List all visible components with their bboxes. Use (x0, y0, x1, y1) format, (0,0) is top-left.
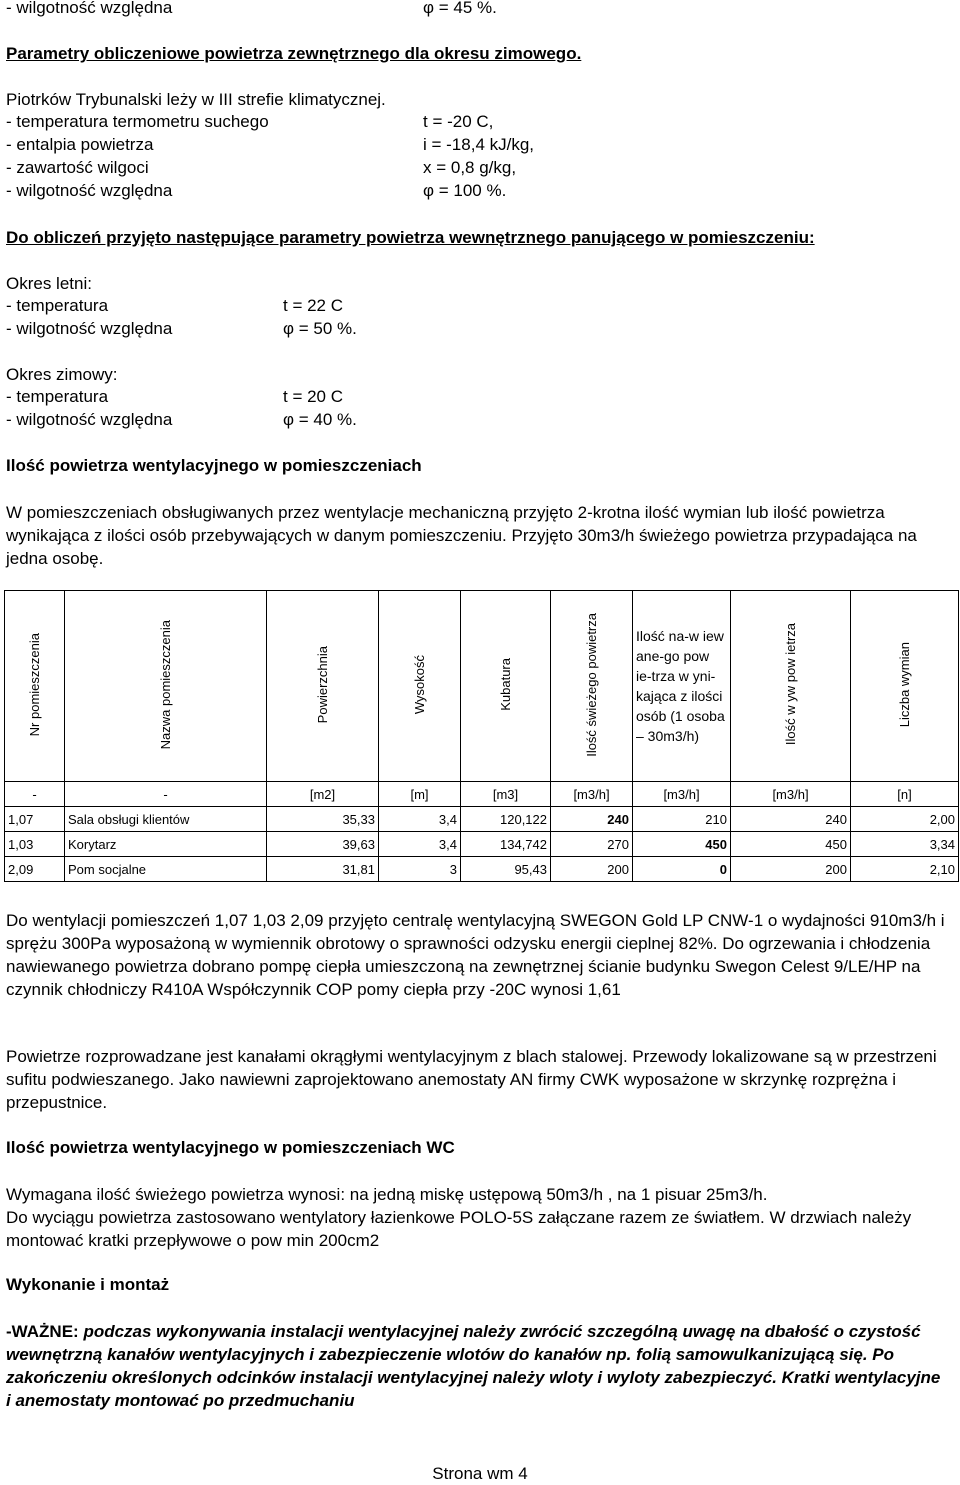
table-cell: 2,09 (5, 857, 65, 882)
param-value: x = 0,8 g/kg, (423, 158, 517, 177)
winter-title: Okres zimowy: (6, 365, 118, 384)
winter-outdoor-heading: Parametry obliczeniowe powietrza zewnętrznego dla okresu zimowego. (6, 44, 582, 63)
table-cell: Pom socjalne (65, 857, 267, 882)
param-label: - entalpia powietrza (6, 135, 154, 154)
table-cell: 210 (633, 807, 731, 832)
param-label: - temperatura termometru suchego (6, 112, 269, 131)
table-cell: 3,4 (379, 807, 461, 832)
unit-cell: [m2] (267, 782, 379, 807)
table-cell: 3 (379, 857, 461, 882)
table-cell: 200 (731, 857, 851, 882)
wc-line-1: Wymagana ilość świeżego powietrza wynosi: na jedną miskę ustępową 50m3/h , na 1 pisuar 25m3/h. (6, 1185, 768, 1204)
unit-cell: - (65, 782, 267, 807)
table-row (5, 857, 959, 882)
header-label: Ilość na-w iew ane-go pow ie-trza w yni-kająca z ilości osób (1 osoba – 30m3/h) (636, 628, 725, 744)
table-units-row (5, 782, 959, 807)
unit-cell: [m3/h] (731, 782, 851, 807)
ducts-paragraph: Powietrze rozprowadzane jest kanałami okrągłymi wentylacyjnym z blach stalowej. Przewody lokalizowane są w przestrzeni sufitu podwieszanego. Jako nawiewni zaprojektowano anemostaty AN firmy CWK wyposażone w skrzynkę rozprężna i przepustnice. (6, 1047, 937, 1112)
table-cell: 120,122 (461, 807, 551, 832)
table-header-cell (461, 591, 551, 782)
humidity-value-top: φ = 45 %. (423, 0, 497, 17)
airflow-heading: Ilość powietrza wentylacyjnego w pomieszczeniach (6, 456, 422, 475)
unit-cell: [m3] (461, 782, 551, 807)
install-heading: Wykonanie i montaż (6, 1275, 170, 1294)
ventilation-table (4, 590, 959, 882)
header-label: Nr pomieszczenia (27, 632, 42, 737)
table-header-cell (851, 591, 959, 782)
param-value: t = 20 C (283, 387, 344, 406)
table-cell: 35,33 (267, 807, 379, 832)
header-label: Kubatura (498, 658, 513, 711)
table-cell: 240 (731, 807, 851, 832)
table-header-cell (65, 591, 267, 782)
table-cell: 450 (731, 832, 851, 857)
param-value: φ = 50 %. (283, 319, 357, 338)
page-footer: Strona wm 4 (432, 1464, 528, 1483)
table-header-cell (731, 591, 851, 782)
climate-zone-text: Piotrków Trybunalski leży w III strefie klimatycznej. (6, 90, 386, 109)
param-value: t = 22 C (283, 296, 344, 315)
header-label: Nazwa pomieszczenia (158, 619, 173, 750)
param-label: - wilgotność względna (6, 319, 173, 338)
header-label: Ilość świeżego powietrza (584, 612, 599, 757)
param-value: i = -18,4 kJ/kg, (423, 135, 535, 154)
unit-cell: [m3/h] (633, 782, 731, 807)
table-header-cell (551, 591, 633, 782)
table-cell: 39,63 (267, 832, 379, 857)
summer-title: Okres letni: (6, 274, 92, 293)
important-text: podczas wykonywania instalacji wentylacyjnej należy zwrócić szczególną uwagę na dbałość o czystość wewnętrzną kanałów wentylacyjnych i zabezpieczenie wlotów do kanałów np. folią samowulkanizującą się. Po zakończeniu określonych odcinków instalacji wentylacyjnej należy wloty i wyloty zabezpieczyć. Kratki wentylacyjne i anemostaty montować po przedmuchaniu (6, 1322, 941, 1410)
table-row (5, 832, 959, 857)
param-label: - temperatura (6, 387, 109, 406)
param-label: - wilgotność względna (6, 181, 173, 200)
param-label: - wilgotność względna (6, 410, 173, 429)
airflow-paragraph: W pomieszczeniach obsługiwanych przez wentylacje mechaniczną przyjęto 2-krotna ilość wymian lub ilość powietrza wynikająca z ilości osób przebywających w danym pomieszczeniu. Przyjęto 30m3/h świeżego powietrza przypadająca na jedna osobę. (6, 503, 917, 568)
table-cell: 240 (551, 807, 633, 832)
unit-cell: [m] (379, 782, 461, 807)
table-cell: 1,07 (5, 807, 65, 832)
unit-description-paragraph: Do wentylacji pomieszczeń 1,07 1,03 2,09 przyjęto centralę wentylacyjną SWEGON Gold LP CNW-1 o wydajności 910m3/h i sprężu 300Pa wyposażoną w wymiennik obrotowy o sprawności odzysku energii cieplnej 82%. Do ogrzewania i chłodzenia nawiewanego powietrza dobrano pompę ciepła umieszczoną na zewnętrznej ścianie budynku Swegon Celest 9/LE/HP na czynnik chłodniczy R410A Współczynnik COP pomy ciepła przy -20C wynosi 1,61 (6, 911, 945, 999)
table-cell: Sala obsługi klientów (65, 807, 267, 832)
param-value: φ = 40 %. (283, 410, 357, 429)
table-cell: 3,34 (851, 832, 959, 857)
indoor-heading: Do obliczeń przyjęto następujące parametry powietrza wewnętrznego panującego w pomieszczeniu: (6, 228, 815, 247)
install-paragraph (6, 1320, 946, 1412)
table-row (5, 807, 959, 832)
table-cell: 2,00 (851, 807, 959, 832)
param-value: t = -20 C, (423, 112, 494, 131)
param-value: φ = 100 %. (423, 181, 507, 200)
table-cell: 0 (633, 857, 731, 882)
table-cell: 270 (551, 832, 633, 857)
table-cell: 31,81 (267, 857, 379, 882)
header-label: Ilość w yw pow ietrza (783, 623, 798, 746)
table-header-row (5, 591, 959, 782)
table-header-cell (5, 591, 65, 782)
table-cell: 3,4 (379, 832, 461, 857)
header-label: Wysokość (412, 654, 427, 715)
table-cell: 1,03 (5, 832, 65, 857)
table-header-cell (633, 591, 731, 782)
param-label: - temperatura (6, 296, 109, 315)
table-cell: Korytarz (65, 832, 267, 857)
unit-cell: - (5, 782, 65, 807)
header-label: Powierzchnia (315, 645, 330, 724)
wc-line-2: Do wyciągu powietrza zastosowano wentylatory łazienkowe POLO-5S załączane razem ze światłem. W drzwiach należy montować kratki przepływowe o pow min 200cm2 (6, 1208, 912, 1250)
unit-cell: [m3/h] (551, 782, 633, 807)
important-lead: -WAŻNE: (6, 1322, 79, 1341)
table-header-cell (379, 591, 461, 782)
table-cell: 200 (551, 857, 633, 882)
param-label: - zawartość wilgoci (6, 158, 149, 177)
table-cell: 134,742 (461, 832, 551, 857)
header-label: Liczba wymian (897, 641, 912, 728)
table-cell: 2,10 (851, 857, 959, 882)
wc-heading: Ilość powietrza wentylacyjnego w pomieszczeniach WC (6, 1138, 455, 1157)
table-cell: 95,43 (461, 857, 551, 882)
humidity-label-top: - wilgotność względna (6, 0, 173, 17)
table-header-cell (267, 591, 379, 782)
table-cell: 450 (633, 832, 731, 857)
unit-cell: [n] (851, 782, 959, 807)
